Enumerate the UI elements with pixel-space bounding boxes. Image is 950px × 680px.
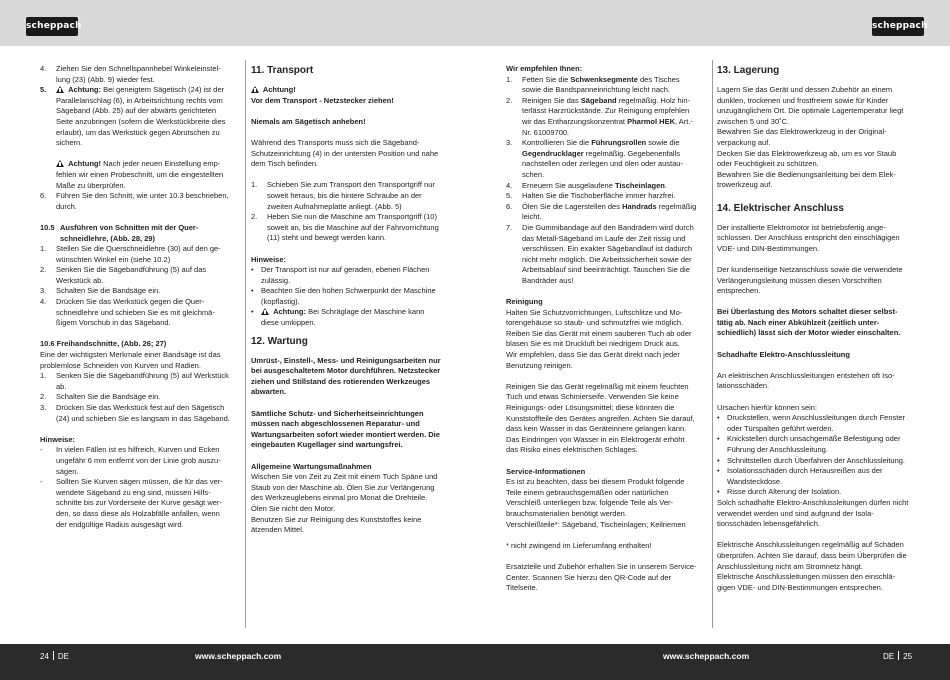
paragraph: Es ist zu beachten, dass bei diesem Produkt folgende Teile einem gebrauchsgemäßen oder natürlichen Verschleiß unterliegen bzw. folgende Teile als Verbrauchsmaterialien benötigt werden. [506,477,685,518]
warning-icon [251,86,259,93]
footer-bar [0,644,950,680]
warning-text: Niemals am Sägetisch anheben! [251,116,366,126]
list-item: 4. Drücken Sie das Werkstück gegen die Querschneidlehre und schieben Sie es mit gleichmäßigem Vorschub in das Sägeband. [40,297,215,328]
list-item: 2. Schalten Sie die Bandsäge ein. [40,392,161,402]
paragraph: Wir empfehlen, dass Sie das Gerät direkt nach jeder Benutzung reinigen. [506,350,680,370]
subheading: Allgemeine Wartungsmaßnahmen [251,461,372,471]
paragraph: Elektrische Anschlussleitungen müssen den einschlägigen VDE- und DIN-Bestimmungen entsprechen. [717,572,896,592]
paragraph: Solch schadhafte Elektro-Anschlussleitungen dürfen nicht verwendet werden und sind aufgrund der Isolationsschäden lebensgefährlich. [717,497,909,529]
bold-paragraph: Bei Überlastung des Motors schaltet dieser selbsttätig ab. Nach einer Abkühlzeit (zeitlich unterschiedlich) lässt sich der Motor wieder einschalten. [717,307,901,338]
warning-icon [56,160,64,167]
list-item: • Risse durch Alterung der Isolation. [717,487,842,497]
paragraph: * nicht zwingend im Lieferumfang enthalten! [506,540,652,550]
paragraph: Benutzen Sie zur Reinigung des Kunststoffes keine ätzenden Mittel. [251,514,422,535]
list-item: 1. Schieben Sie zum Transport den Transportgriff nur soweit heraus, bis die hintere Schraube an der zweiten Aufnahmeplatte anliegt. (Abb. 5) [251,180,435,211]
list-item: 4. Erneuern Sie ausgelaufene Tischeinlagen. [506,180,667,190]
subheading: Service-Informationen [506,466,586,476]
bold-paragraph: Sämtliche Schutz- und Sicherheitseinrichtungen müssen nach abgeschlossenen Reparatur- und Wartungsarbeiten sofort wieder montiert werden. Die eingebauten Kugellager sind wartungsfrei. [251,408,440,450]
list-item: • Der Transport ist nur auf geraden, ebenen Flächen zulässig. [251,265,430,285]
list-item: 6. Ölen Sie die Lagerstellen des Handrads regelmäßig leicht. [506,201,697,222]
paragraph: Wischen Sie von Zeit zu Zeit mit einem Tuch Späne und Staub von der Maschine ab. Ölen Sie zur Verlängerung des Werkzeuglebens einmal pro Monat die Drehteile. Ölen Sie nicht den Motor. [251,472,438,513]
warning-note: Achtung! Nach jeder neuen Einstellung empfehlen wir einen Probeschnitt, um die eingestellten Maße zu überprüfen. [56,159,224,190]
paragraph: Bewahren Sie das Elektrowerkzeug in der Originalverpackung auf. [717,127,887,147]
list-item: 2. Heben Sie nun die Maschine am Transportgriff (10) soweit an, bis die Maschine auf der Fahrvorrichtung (11) steht und bewegt werden kann. [251,212,439,243]
list-item: 3. Schalten Sie die Bandsäge ein. [40,286,161,296]
paragraph: Verschleißteile*: Sägeband, Tischeinlagen; Keilriemen [506,519,686,529]
section-heading-10-5: 10.5 Ausführen von Schnitten mit der Querschneidlehre, (Abb. 28, 29) [40,222,199,243]
paragraph: Der installierte Elektromotor ist betriebsfertig angeschlossen. Der Anschluss entspricht den einschlägigen VDE- und DIN-Bestimmungen. [717,222,900,253]
column-3 [506,64,698,604]
subheading: Reinigung [506,297,543,307]
section-heading-wartung: 12. Wartung [251,335,308,347]
paragraph: Ursachen hierfür können sein: [717,402,818,412]
list-item: 3. Drücken Sie das Werkstück fest auf den Sägetisch (24) und schieben Sie es langsam in das Sägeband. [40,403,230,423]
subheading: Wir empfehlen Ihnen: [506,64,583,73]
header-bar [0,0,950,46]
list-item: 1. Fetten Sie die Schwenksegmente des Tisches sowie die Bandspanneinrichtung leicht nach. [506,74,680,95]
paragraph: Der kundenseitige Netzanschluss sowie die verwendete Verlängerungsleitung müssen diesen Vorschriften entsprechen. [717,264,903,296]
hints-heading: Hinweise: [251,254,287,264]
warning-icon [56,86,64,93]
list-item: 5. Halten Sie die Tischoberfläche immer harzfrei. [506,191,676,201]
bold-paragraph: Umrüst-, Einstell-, Mess- und Reinigungsarbeiten nur bei ausgeschaltetem Motor durchführen. Netzstecker ziehen und Stillstand des rotierenden Werkzeuges abwarten. [251,355,441,397]
list-item: • Knickstellen durch unsachgemäße Befestigung oder Führung der Anschlussleitung. [717,434,901,454]
column-4 [717,64,910,604]
section-heading-lagerung: 13. Lagerung [717,65,780,76]
subheading: Schadhafte Elektro-Anschlussleitung [717,349,850,359]
column-2 [251,64,444,546]
section-heading-elektro: 14. Elektrischer Anschluss [717,202,844,214]
paragraph: Bewahren Sie die Bedienungsanleitung bei dem Elektrowerkzeug auf. [717,169,896,190]
warning-text: Vor dem Transport - Netzstecker ziehen! [251,95,394,105]
list-item: 6. Führen Sie den Schnitt, wie unter 10.3 beschrieben, durch. [40,191,229,211]
hints-heading: Hinweise: [40,434,76,444]
column-divider-left [245,60,246,628]
list-item: 5. Achtung: Bei geneigtem Sägetisch (24) ist der Parallelanschlag (6), in Arbeitsrichtung rechts vom Sägeband (Abb. 25) auf der abwärts gerichteten Seite anzubringen (sofern die Werkstückbreite dies erlaubt), um das Werkstück gegen Abrutschen zu sichern. [40,85,226,148]
paragraph: Lagern Sie das Gerät und dessen Zubehör an einem dunklen, trockenen und frostfreiem sowie für Kinder unzugänglichem Ort. Die optimale Lagertemperatur liegt zwischen 5 und 30˚C. [717,85,904,126]
list-item: • Druckstellen, wenn Anschlussleitungen durch Fenster oder Türspalten geführt werden. [717,413,906,433]
section-heading-transport: 11. Transport [251,65,314,76]
warning-icon [261,308,269,315]
paragraph: Reinigen Sie das Gerät regelmäßig mit einem feuchten Tuch und etwas Schmierseife. Verwenden Sie keine Reinigungs- oder Lösungsmittel; diese könnten die Kunststoffteile des Gerätes angreifen. Achten Sie darauf, dass kein Wasser in das Geräteinnere gelangen kann. Das Eindringen von Wasser in ein Elektrogerät erhöht das Risiko eines elektrischen Schlages. [506,381,695,455]
list-item: • Achtung: Bei Schräglage der Maschine kann diese umkippen. [251,307,425,328]
paragraph: Decken Sie das Elektrowerkzeug ab, um es vor Staub oder Feuchtigkeit zu schützen. [717,148,897,169]
section-heading-10-6: 10.6 Freihandschnitte, (Abb. 26; 27) [40,339,167,349]
page-number-right: DE 25 [883,652,913,661]
column-divider-right [712,60,713,628]
paragraph: An elektrischen Anschlussleitungen entstehen oft Isolationsschäden. [717,370,895,391]
list-item: 3. Kontrollieren Sie die Führungsrollen sowie die Gegendrucklager regelmäßig. Gegebenenfalls nachstellen oder zerlegen und ölen oder austauschen. [506,138,683,179]
list-item: 4. Ziehen Sie den Schnellspannhebel Winkeleinstellung (23) (Abb. 9) wieder fest. [40,64,221,84]
paragraph: Halten Sie Schutzvorrichtungen, Luftschlitze und Motorengehäuse so staub- und schmutzfrei wie möglich. Reiben Sie das Gerät mit einem sauberen Tuch ab oder blasen Sie es mit Druckluft bei niedrigem Druck aus. [506,307,692,349]
paragraph: Ersatzteile und Zubehör erhalten Sie in unserem Service-Center. Scannen Sie hierzu den QR-Code auf der Titelseite. [506,561,697,593]
column-1 [40,64,232,530]
website-link-left[interactable]: www.scheppach.com [195,651,282,661]
paragraph: Elektrische Anschlussleitungen regelmäßig auf Schäden überprüfen. Achten Sie darauf, dass beim Überprüfen die Anschlussleitung nicht am Stromnetz hängt. [717,540,907,571]
list-item: • Beachten Sie den hohen Schwerpunkt der Maschine (kopflastig). [251,286,436,306]
list-item: - In vielen Fällen ist es hilfreich, Kurven und Ecken ungefähr 6 mm entfernt von der Linie grob auszusägen. [40,445,221,476]
list-item: 1. Stellen Sie die Querschneidlehre (30) auf den gewünschten Winkel ein (siehe 10.2) [40,244,221,264]
paragraph: Während des Transports muss sich die Sägeband-Schutzeinrichtung (4) in der untersten Position und nahe dem Tisch befinden. [251,137,439,169]
paragraph: Eine der wichtigsten Merkmale einer Bandsäge ist das problemlose Schneiden von Kurven und Radien. [40,350,221,370]
list-item: 2. Senken Sie die Sägebandführung (5) auf das Werkstück ab. [40,265,207,285]
list-item: 2. Reinigen Sie das Sägeband regelmäßig. Holz hinterlässt Harzrückstände. Zur Reinigung empfehlen wir das Entharzungskonzentrat Pharmol HEK, Art.-Nr. 61009700. [506,95,693,137]
website-link-right[interactable]: www.scheppach.com [663,651,750,661]
list-item: • Isolationsschäden durch Herausreißen aus der Wandsteckdose. [717,466,883,486]
list-item: 1. Senken Sie die Sägebandführung (5) auf Werkstück ab. [40,371,229,391]
warning-heading: Achtung! [251,85,444,96]
list-item: • Schnittstellen durch Überfahren der Anschlussleitung. [717,455,906,465]
brand-logo-left: scheppach [26,17,78,36]
list-item: - Sollten Sie Kurven sägen müssen, die für das verwendete Sägeband zu eng sind, müssen Hilfsschnitte bis zur Vorderseite der Kurve gesägt werden, so dass diese als Holzabfälle anfallen, wenn der endgültige Radius ausgesägt wird. [40,477,223,529]
list-item: 7. Die Gummibandage auf den Bandrädern wird durch das Metall-Sägeband im Laufe der Zeit rissig und verschlissen. Ein exakter Sägebandlauf ist dadurch nicht mehr möglich. Die Arbeitssicherheit sowie der Arbeitsablauf sind beeinträchtigt. Tauschen Sie die Bandräder aus! [506,222,694,285]
brand-logo-right: scheppach [872,17,924,36]
page-number-left: 24 DE [40,652,70,661]
